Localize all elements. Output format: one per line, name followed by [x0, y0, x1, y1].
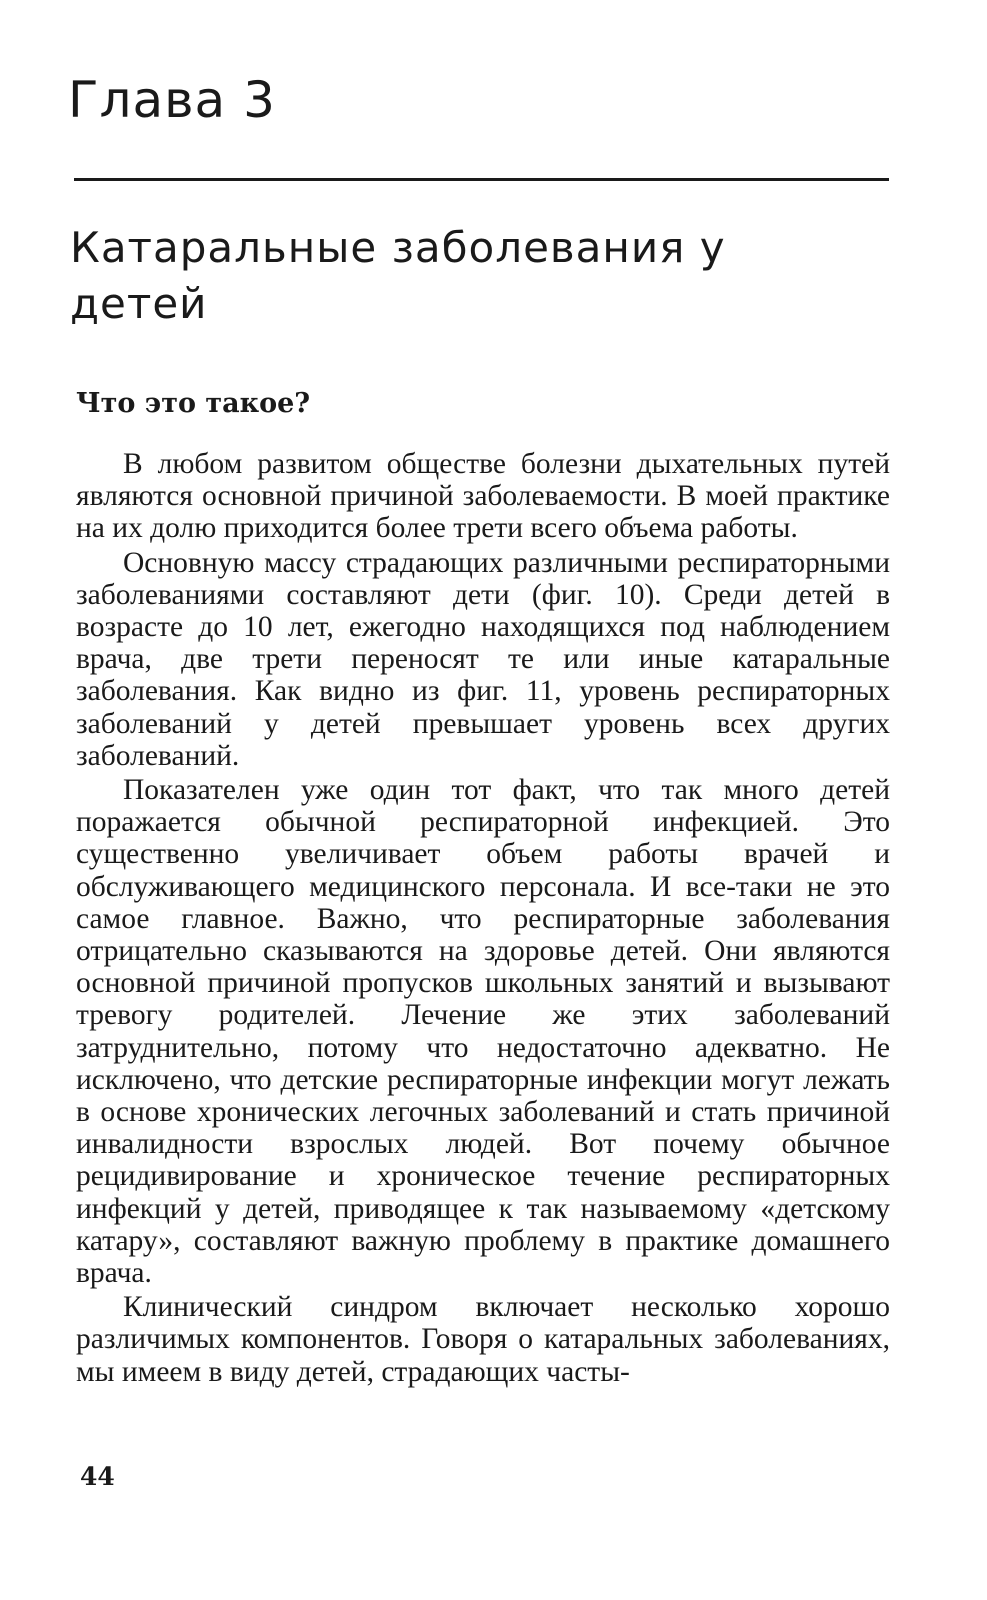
chapter-label: Глава 3	[68, 71, 276, 129]
section-heading: Что это такое?	[76, 388, 311, 419]
paragraph-2: Основную массу страдающих различными респираторными заболеваниями составляют дети (фиг. 10). Среди детей в возрасте до 10 лет, ежегодно находящихся под наблюдением врача, две трети переносят те или иные катаральные заболевания. Как видно из фиг. 11, уровень респираторных заболеваний у детей превышает уровень всех других заболеваний.	[76, 546, 890, 772]
chapter-title: Катаральные заболевания у детей	[70, 223, 726, 328]
page-number: 44	[80, 1462, 115, 1491]
paragraph-3: Показателен уже один тот факт, что так много детей поражается обычной респираторной инфекцией. Это существенно увеличивает объем работы врачей и обслуживающего медицинского персонала. И все-таки не это самое главное. Важно, что респираторные заболевания отрицательно сказываются на здоровье детей. Они являются основной причиной пропусков школьных занятий и вызывают тревогу родителей. Лечение же этих заболеваний затруднительно, потому что недостаточно адекватно. Не исключено, что детские респираторные инфекции могут лежать в основе хронических легочных заболеваний и стать причиной инвалидности взрослых людей. Вот почему обычное рецидивирование и хроническое течение респираторных инфекций у детей, приводящее к так называемому «детскому катару», составляют важную проблему в практике домашнего врача.	[76, 774, 890, 1290]
paragraph-4: Клинический синдром включает несколько хорошо различимых компонентов. Говоря о катаральных заболеваниях, мы имеем в виду детей, страдающих часты-	[76, 1291, 890, 1388]
paragraph-1: В любом развитом обществе болезни дыхательных путей являются основной причиной заболеваемости. В моей практике на их долю приходится более трети всего объема работы.	[76, 448, 890, 545]
title-divider	[74, 178, 889, 181]
body-text	[76, 448, 890, 1390]
